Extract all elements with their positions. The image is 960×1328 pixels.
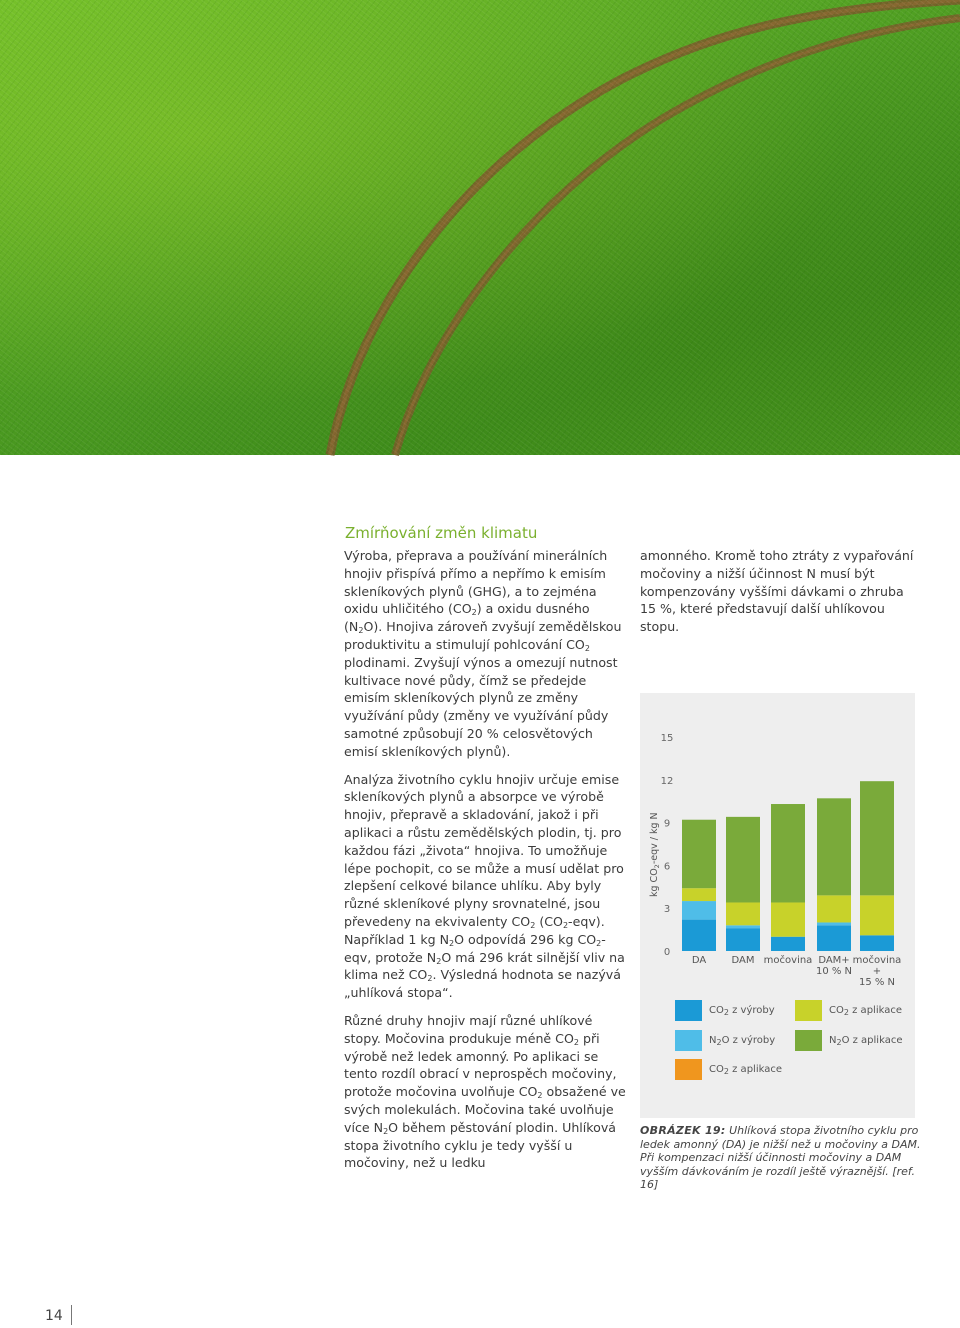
y-tick-label: 9 (663, 818, 671, 830)
paragraph-footprints: Různé druhy hnojiv mají různé uhlíkové stopy. Močovina produkuje méně $CO_2$ při výrobě než ledek amonný. Po aplikaci se tento rozdíl obrací v neprospěch močoviny, protože močovina uvolňuje $CO_2$ obsažené ve svých molekulách. Močovina také uvolňuje více $N_2O$ během pěstování plodin. Uhlíková stopa životního cyklu je tedy vyšší u močoviny, než u ledku (344, 1012, 626, 1171)
bar-segment (817, 798, 851, 895)
y-tick-label: 12 (660, 775, 674, 787)
legend-label: $N_2O$ z výroby (709, 1035, 776, 1047)
paragraph-intro: Výroba, přeprava a používání minerálních hnojiv přispívá přímo a nepřímo k emisím skleníkových plynů (GHG), a to zejména oxidu uhličitého $(CO_2)$ a oxidu dusného $(N_2O)$. Hnojiva zároveň zvyšují zemědělskou produktivitu a stimulují pohlcování $CO_2$ plodinami. Zvyšují výnos a omezují nutnost kultivace nové půdy, čímž se předejde emisím skleníkových plynů ze změny využívání půdy (změny ve využívání půdy samotné způsobují 20 % celosvětových emisí skleníkových plynů). (344, 548, 622, 759)
bar-segment (726, 925, 760, 928)
bar-segment (726, 817, 760, 903)
legend-swatch (675, 1000, 702, 1021)
caption-label: OBRÁZEK 19: (640, 1124, 726, 1137)
bar-segment (682, 901, 716, 920)
bar-segment (726, 928, 760, 951)
bar-segment (860, 781, 894, 895)
x-category-label: 15 % N (858, 977, 896, 988)
carbon-footprint-chart (640, 693, 915, 1118)
bar-segment (771, 902, 805, 936)
tractor-tracks (0, 0, 960, 455)
right-text-column (640, 547, 920, 646)
x-category-label: DA (691, 955, 707, 966)
paragraph-continued: amonného. Kromě toho ztráty z vypařování močoviny a nižší účinnost N musí být kompenzovány vyššími dávkami o zhruba 15 %, které představují další uhlíkovou stopu. (640, 548, 914, 635)
bar-segment (860, 935, 894, 951)
legend-label: $CO_2$ z výroby (709, 1005, 775, 1017)
legend-label: $CO_2$ z aplikace (829, 1005, 902, 1017)
x-category-label: + (872, 966, 882, 977)
legend-swatch (795, 1030, 822, 1051)
legend-label: $N_2O$ z aplikace (829, 1035, 903, 1047)
bar-segment (682, 920, 716, 951)
legend-swatch (675, 1059, 702, 1080)
bar-segment (860, 895, 894, 935)
bar-segment (682, 888, 716, 901)
figure-caption (640, 1124, 930, 1192)
bar-segment (726, 902, 760, 925)
y-tick-label: 15 (660, 732, 674, 744)
y-tick-label: 3 (663, 904, 671, 916)
x-category-label: močovina (763, 955, 813, 966)
bar-segment (682, 820, 716, 888)
x-category-label: močovina (852, 955, 902, 966)
page-number: 14 (45, 1308, 63, 1324)
x-category-label: 10 % N (815, 966, 853, 977)
bar-segment (817, 925, 851, 951)
x-category-label: DAM (731, 955, 755, 966)
x-category-label: DAM+ (818, 955, 850, 966)
y-tick-label: 0 (663, 947, 671, 958)
bar-segment (771, 804, 805, 902)
bar-segment (771, 937, 805, 951)
section-title: Zmírňování změn klimatu (345, 524, 538, 542)
y-tick-label: 6 (663, 861, 671, 873)
legend-swatch (795, 1000, 822, 1021)
bar-segment (817, 895, 851, 922)
field-photo (0, 0, 960, 455)
legend-swatch (675, 1030, 702, 1051)
legend-label: $CO_2$ z aplikace (709, 1064, 782, 1076)
bar-segment (817, 922, 851, 925)
caption-text: Uhlíková stopa životního cyklu pro ledek amonný (DA) je nižší než u močoviny a DAM. Při kompenzaci nižší účinnosti močoviny a DAM vyšším dávkováním je rozdíl ještě výraznější. [ref. 16] (640, 1124, 921, 1192)
chart-svg (640, 693, 915, 988)
paragraph-lca: Analýza životního cyklu hnojiv určuje emise skleníkových plynů a absorpce ve výrobě hnojiv, přepravě a skladování, jakož i při aplikaci a růstu zemědělských plodin, tj. pro každou fázi „života“ hnojiva. To umožňuje lépe pochopit, co se může a musí udělat pro zlepšení celkové bilance uhlíku. Aby byly různé skleníkové plyny srovnatelné, jsou převedeny na ekvivalenty $CO_2$ $(CO_2-eqv)$. Například 1 kg $N_2O$ odpovídá 296 kg $CO_2$-eqv, protože $N_2O$ má 296 krát silnější vliv na klima než $CO_2$. Výsledná hodnota se nazývá „uhlíková stopa“. (344, 771, 625, 1001)
page-number-divider (71, 1305, 72, 1325)
left-text-column (344, 547, 629, 1182)
y-axis-label: kg $CO_2$-eqv / kg N (649, 812, 661, 897)
